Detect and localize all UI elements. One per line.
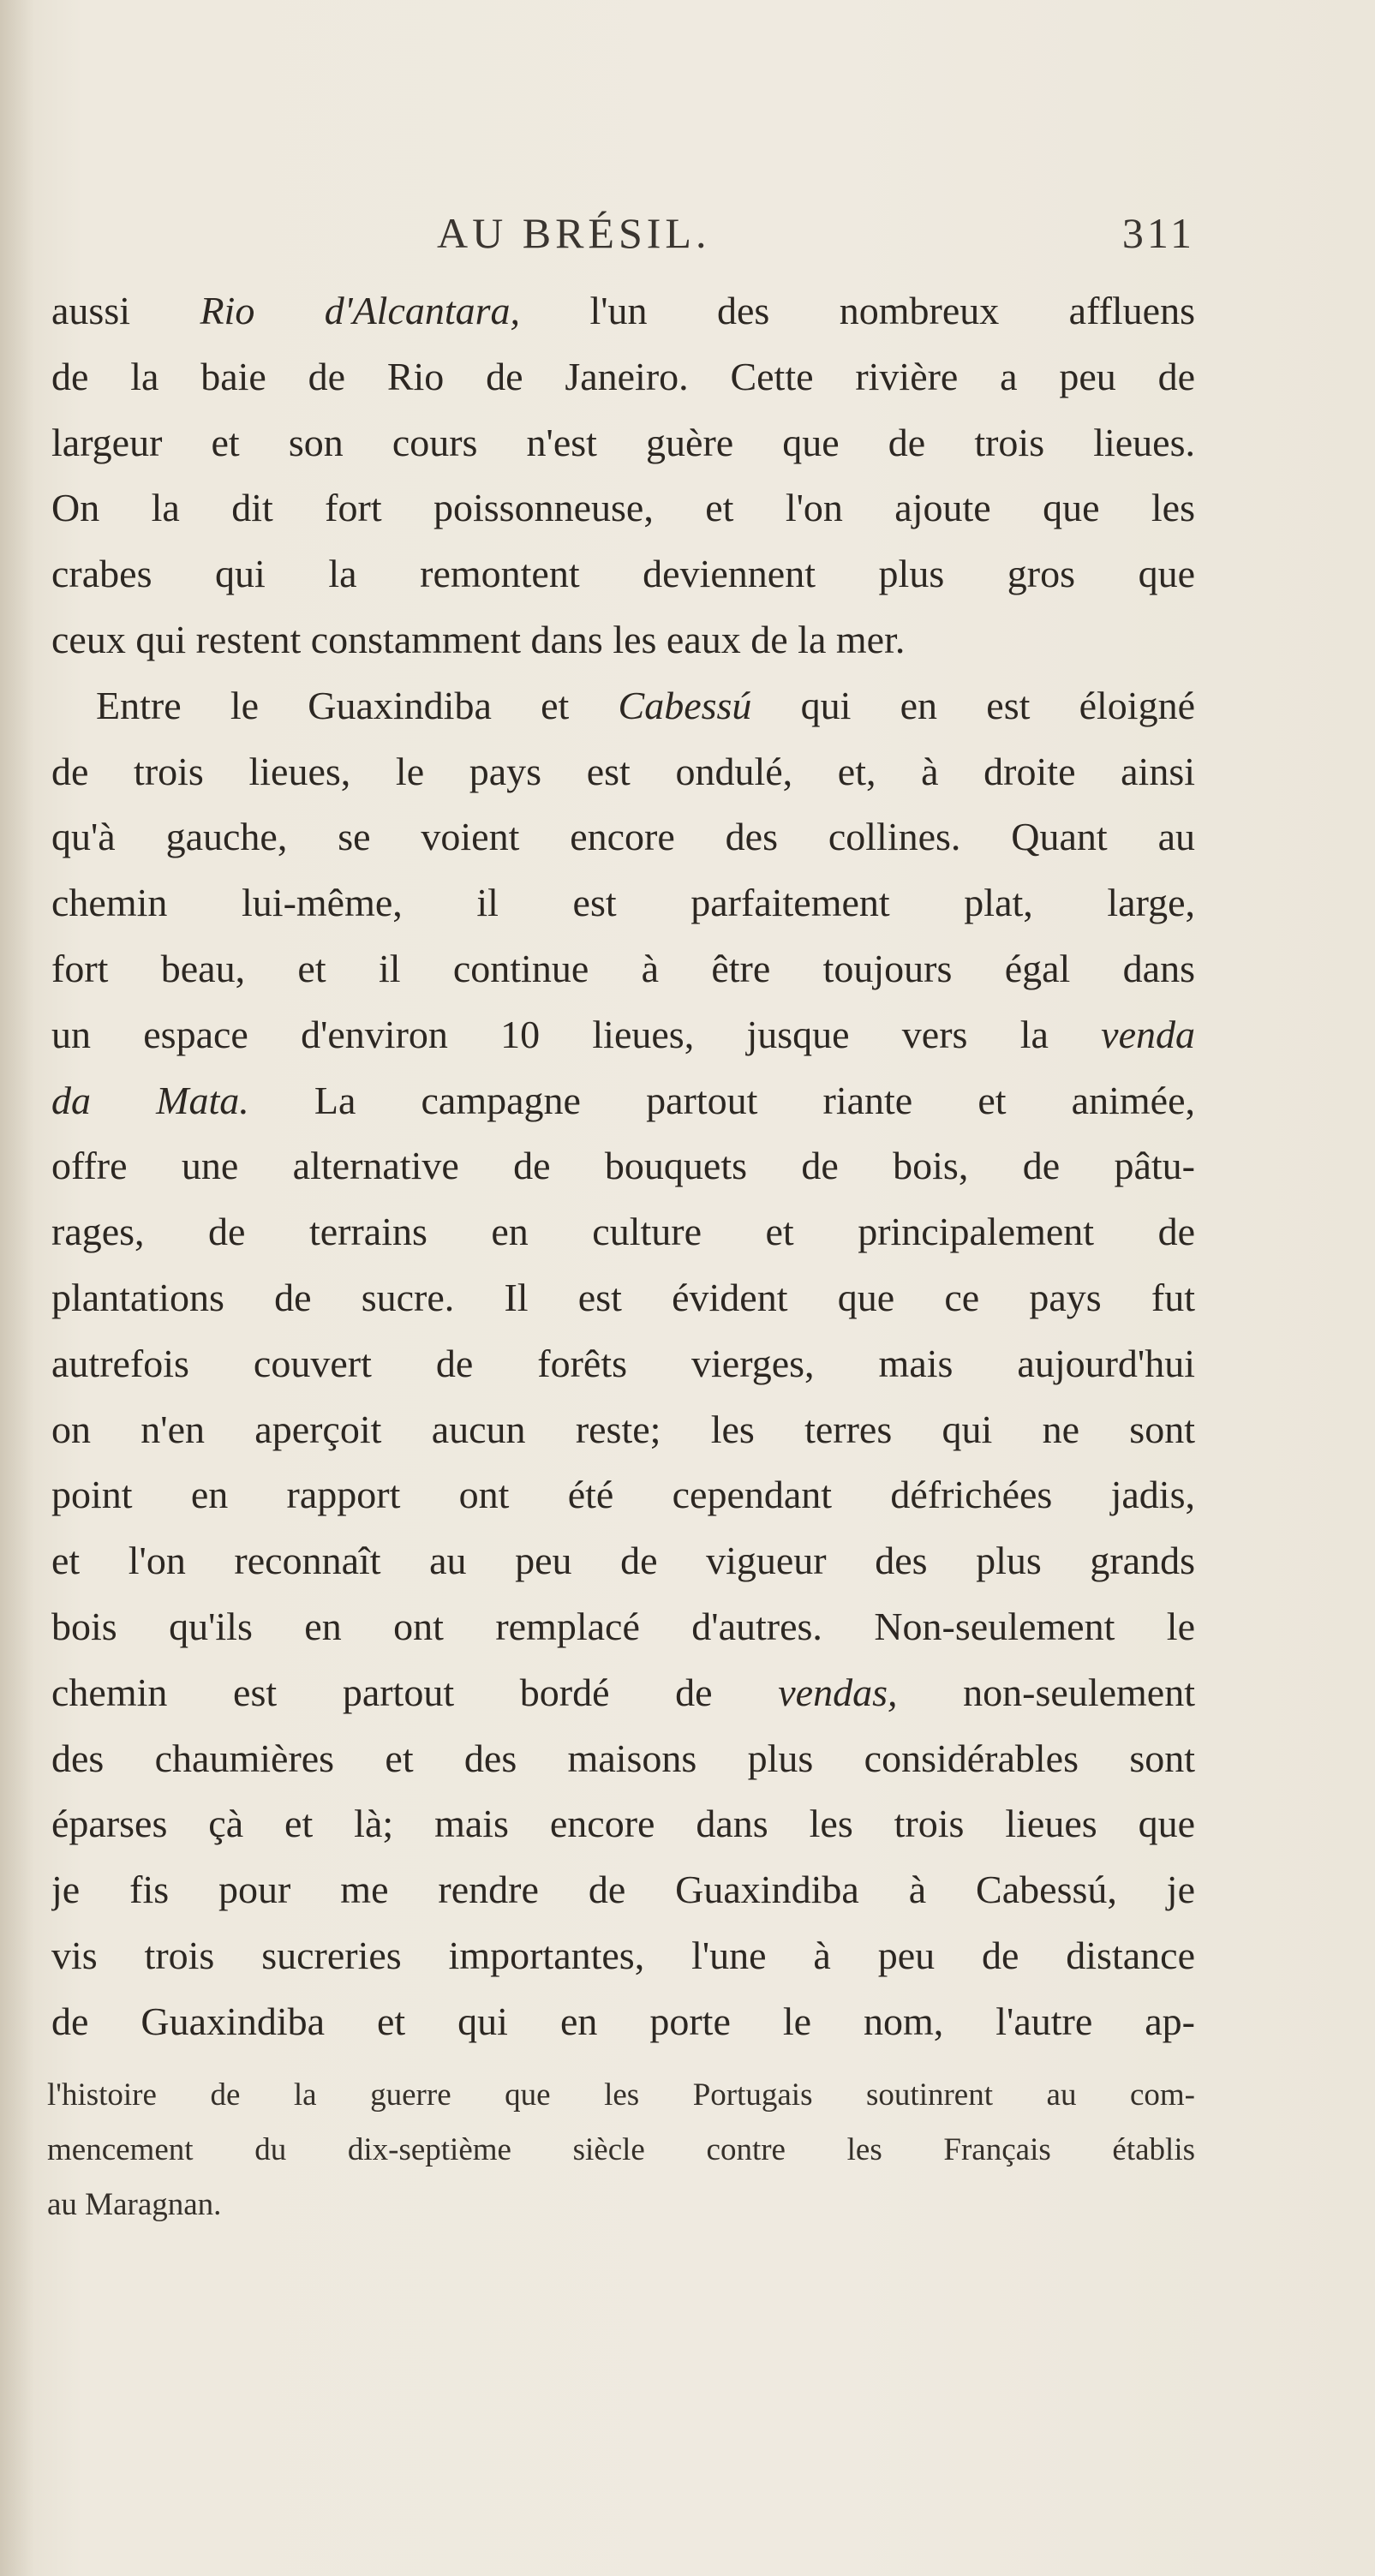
- text-line: et l'on reconnaît au peu de vigueur des plus grands: [51, 1539, 1195, 1583]
- text-line: vis trois sucreries importantes, l'une à peu de distance: [51, 1933, 1195, 1977]
- text-line: chemin est partout bordé de vendas, non-seulement: [51, 1670, 1195, 1714]
- page-header: [51, 208, 1195, 268]
- text-line: éparses çà et là; mais encore dans les trois lieues que: [51, 1802, 1195, 1846]
- text-line: de Guaxindiba et qui en porte le nom, l'autre ap-: [51, 1999, 1195, 2043]
- body-text: [51, 278, 1195, 2055]
- footnote: [47, 2068, 1195, 2232]
- text-line: crabes qui la remontent deviennent plus gros que: [51, 552, 1195, 596]
- footnote-line: mencement du dix-septième siècle contre les Français établis: [47, 2132, 1195, 2167]
- text-line: rages, de terrains en culture et principalement de: [51, 1210, 1195, 1254]
- text-line: chemin lui-même, il est parfaitement plat, large,: [51, 881, 1195, 925]
- text-line: je fis pour me rendre de Guaxindiba à Cabessú, je: [51, 1868, 1195, 1912]
- text-line: qu'à gauche, se voient encore des collines. Quant au: [51, 815, 1195, 859]
- running-head: AU BRÉSIL.: [437, 209, 711, 257]
- text-line: ceux qui restent constamment dans les eaux de la mer.: [51, 617, 906, 661]
- text-line: largeur et son cours n'est guère que de trois lieues.: [51, 420, 1195, 464]
- text-line: Entre le Guaxindiba et Cabessú qui en est éloigné: [96, 683, 1195, 727]
- text-line: des chaumières et des maisons plus considérables sont: [51, 1736, 1195, 1780]
- footnote-line: au Maragnan.: [47, 2187, 222, 2222]
- footnote-line: l'histoire de la guerre que les Portugais soutinrent au com-: [47, 2077, 1195, 2113]
- page-number: 311: [1121, 209, 1195, 257]
- text-line: On la dit fort poissonneuse, et l'on ajoute que les: [51, 486, 1195, 530]
- text-line: autrefois couvert de forêts vierges, mais aujourd'hui: [51, 1341, 1195, 1385]
- text-line: aussi Rio d'Alcantara, l'un des nombreux affluens: [51, 289, 1195, 332]
- text-line: offre une alternative de bouquets de bois, de pâtu-: [51, 1144, 1195, 1188]
- text-line: fort beau, et il continue à être toujours égal dans: [51, 946, 1195, 990]
- text-line: on n'en aperçoit aucun reste; les terres qui ne sont: [51, 1407, 1195, 1451]
- text-line: da Mata. La campagne partout riante et animée,: [51, 1078, 1195, 1122]
- text-line: plantations de sucre. Il est évident que ce pays fut: [51, 1275, 1195, 1319]
- text-line: bois qu'ils en ont remplacé d'autres. Non-seulement le: [51, 1604, 1195, 1648]
- text-line: point en rapport ont été cependant défrichées jadis,: [51, 1473, 1195, 1517]
- text-line: un espace d'environ 10 lieues, jusque vers la venda: [51, 1012, 1195, 1056]
- text-line: de la baie de Rio de Janeiro. Cette rivière a peu de: [51, 354, 1195, 398]
- text-line: de trois lieues, le pays est ondulé, et, à droite ainsi: [51, 749, 1195, 793]
